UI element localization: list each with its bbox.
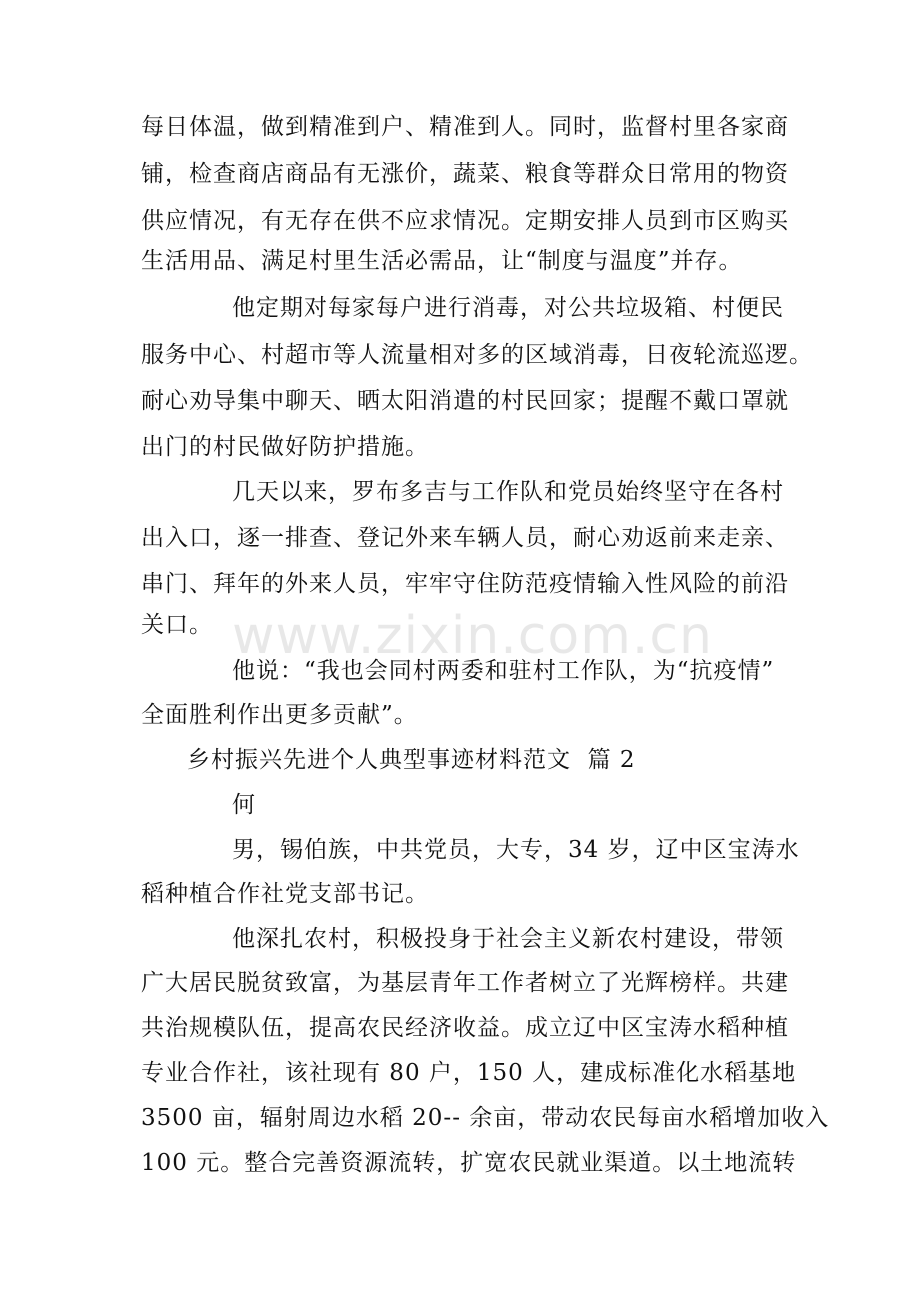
text-line: 每日体温，做到精准到户、精准到人。同时，监督村里各家商 <box>141 114 789 140</box>
section-heading: 乡村振兴先进个人典型事迹材料范文 篇 2 <box>187 747 636 773</box>
text-line: 服务中心、村超市等人流量相对多的区域消毒，日夜轮流巡逻。 <box>141 342 813 368</box>
text-line: 关口。 <box>141 612 213 638</box>
text-line: 全面胜利作出更多贡献”。 <box>141 702 418 728</box>
text-line: 铺，检查商店商品有无涨价，蔬菜、粮食等群众日常用的物资 <box>141 161 789 187</box>
text-line: 串门、拜年的外来人员，牢牢守住防范疫情输入性风险的前沿 <box>141 571 789 597</box>
text-line: 他定期对每家每户进行消毒，对公共垃圾箱、村便民 <box>232 295 784 321</box>
text-line: 3500 亩，辐射周边水稻 20-- 余亩，带动农民每亩水稻增加收入 <box>141 1105 830 1131</box>
text-line: 广大居民脱贫致富，为基层青年工作者树立了光辉榜样。共建 <box>141 970 789 996</box>
text-line: 他说：“我也会同村两委和驻村工作队，为“抗疫情” <box>232 658 775 684</box>
text-line: 共治规模队伍，提高农民经济收益。成立辽中区宝涛水稻种植 <box>141 1015 789 1041</box>
text-line: 他深扎农村，积极投身于社会主义新农村建设，带领 <box>232 926 784 952</box>
text-line: 何 <box>232 792 256 818</box>
text-line: 100 元。整合完善资源流转，扩宽农民就业渠道。以土地流转 <box>141 1150 797 1176</box>
text-line: 耐心劝导集中聊天、晒太阳消遣的村民回家；提醒不戴口罩就 <box>141 388 789 414</box>
text-line: 几天以来，罗布多吉与工作队和党员始终坚守在各村 <box>232 479 784 505</box>
text-line: 稻种植合作社党支部书记。 <box>141 881 429 907</box>
text-line: 生活用品、满足村里生活必需品，让“制度与温度”并存。 <box>141 248 743 274</box>
watermark: www.zixin.com.cn <box>232 606 713 666</box>
text-line: 专业合作社，该社现有 80 户，150 人，建成标准化水稻基地 <box>141 1060 797 1086</box>
text-line: 出入口，逐一排查、登记外来车辆人员，耐心劝返前来走亲、 <box>141 525 789 551</box>
text-line: 男，锡伯族，中共党员，大专，34 岁，辽中区宝涛水 <box>232 837 800 863</box>
text-line: 出门的村民做好防护措施。 <box>141 434 429 460</box>
text-line: 供应情况，有无存在供不应求情况。定期安排人员到市区购买 <box>141 208 789 234</box>
